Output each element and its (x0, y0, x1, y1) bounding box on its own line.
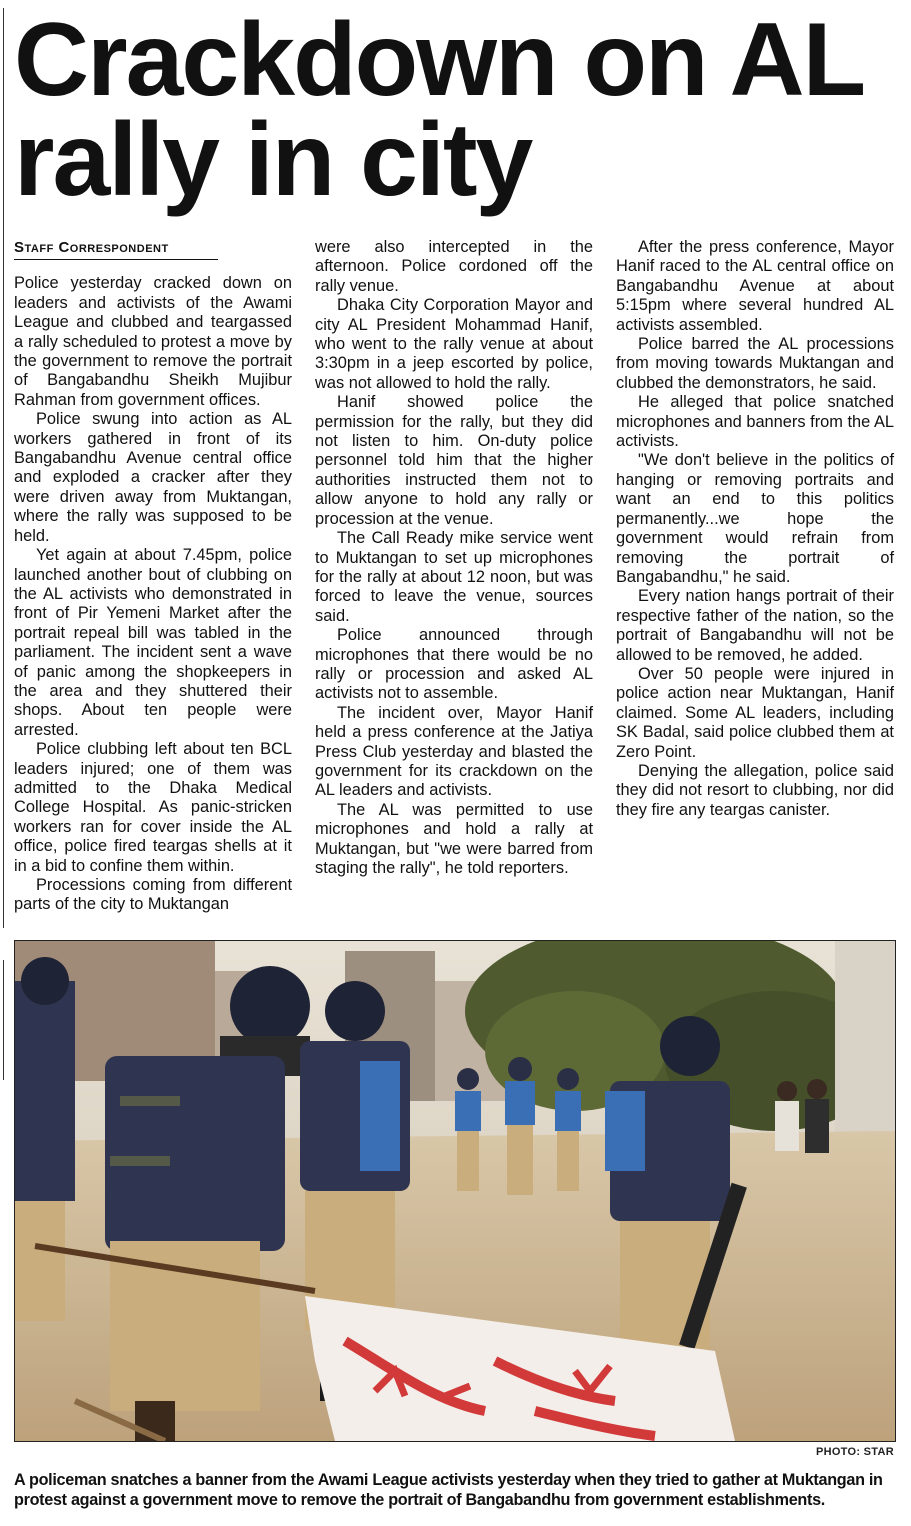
paragraph: were also intercepted in the afternoon. Police cordoned off the rally venue. (315, 238, 593, 295)
paragraph: Hanif showed police the permission for the rally, but they did not listen to him. On-duty police personnel told him that the higher authorities instructed them not to allow anyone to hold any rally or procession at the venue. (315, 393, 593, 528)
paragraph: Every nation hangs portrait of their respective father of the nation, so the portrait of Bangabandhu will not be allowed to be removed, he added. (616, 587, 894, 664)
photo-caption: A policeman snatches a banner from the Awami League activists yesterday when they tried to gather at Muktangan in protest against a government move to remove the portrait of Bangabandhu from government establishments. (14, 1471, 883, 1509)
column-rule (3, 960, 4, 1080)
paragraph: Police yesterday cracked down on leaders and activists of the Awami League and clubbed and teargassed a rally scheduled to protest a move by the government to remove the portrait of Bangabandhu Sheikh Mujibur Rahman from government offices. (14, 274, 292, 409)
paragraph: Processions coming from different parts of the city to Muktangan (14, 876, 292, 914)
article-column-2 (315, 238, 593, 878)
paragraph: Dhaka City Corporation Mayor and city AL President Mohammad Hanif, who went to the rally venue at about 3:30pm in a jeep escorted by police, was not allowed to hold the rally. (315, 296, 593, 392)
paragraph: Police clubbing left about ten BCL leaders injured; one of them was admitted to the Dhaka Medical College Hospital. As panic-stricken workers ran for cover inside the AL office, police fired teargas shells at it in a bid to confine them within. (14, 740, 292, 875)
paragraph: Police announced through microphones that there would be no rally or procession and asked AL activists not to assemble. (315, 626, 593, 703)
byline: Staff Correspondent (14, 238, 218, 260)
headline: Crackdown on AL rally in city (14, 2, 863, 218)
paragraph: Police swung into action as AL workers gathered in front of its Bangabandhu Avenue central office and exploded a cracker after they were driven away from Muktangan, where the rally was supposed to be held. (14, 410, 292, 545)
paragraph: Police barred the AL processions from moving towards Muktangan and clubbed the demonstrators, he said. (616, 335, 894, 392)
paragraph: After the press conference, Mayor Hanif raced to the AL central office on Bangabandhu Avenue at about 5:15pm where several hundred AL activists assembled. (616, 238, 894, 334)
news-photo (14, 940, 896, 1442)
paragraph: The AL was permitted to use microphones and hold a rally at Muktangan, but "we were barred from staging the rally", he told reporters. (315, 800, 593, 877)
paragraph: Over 50 people were injured in police action near Muktangan, Hanif claimed. Some AL leaders, including SK Badal, said police clubbed them at Zero Point. (616, 664, 894, 761)
paragraph: Denying the allegation, police said they did not resort to clubbing, nor did they fire any teargas canister. (616, 761, 894, 819)
photo-credit: PHOTO: STAR (815, 1446, 894, 1458)
article-column-3 (616, 238, 894, 820)
paragraph: Yet again at about 7.45pm, police launched another bout of clubbing on the AL activists who demonstrated in front of Pir Yemeni Market after the portrait repeal bill was tabled in the parliament. The incident sent a wave of panic among the shopkeepers in the area and they shuttered their shops. About ten people were arrested. (14, 546, 292, 739)
article-column-1 (14, 238, 292, 915)
paragraph: He alleged that police snatched microphones and banners from the AL activists. (616, 393, 894, 451)
paragraph: The incident over, Mayor Hanif held a press conference at the Jatiya Press Club yesterday and blasted the government for its crackdown on the AL leaders and activists. (315, 703, 593, 800)
paragraph: "We don't believe in the politics of hanging or removing portraits and want an end to this politics permanently...we hope the government would refrain from removing the portrait of Bangabandhu," he said. (616, 451, 894, 586)
paragraph: The Call Ready mike service went to Muktangan to set up microphones for the rally at about 12 noon, but was forced to leave the venue, sources said. (315, 529, 593, 625)
column-rule (3, 8, 4, 928)
